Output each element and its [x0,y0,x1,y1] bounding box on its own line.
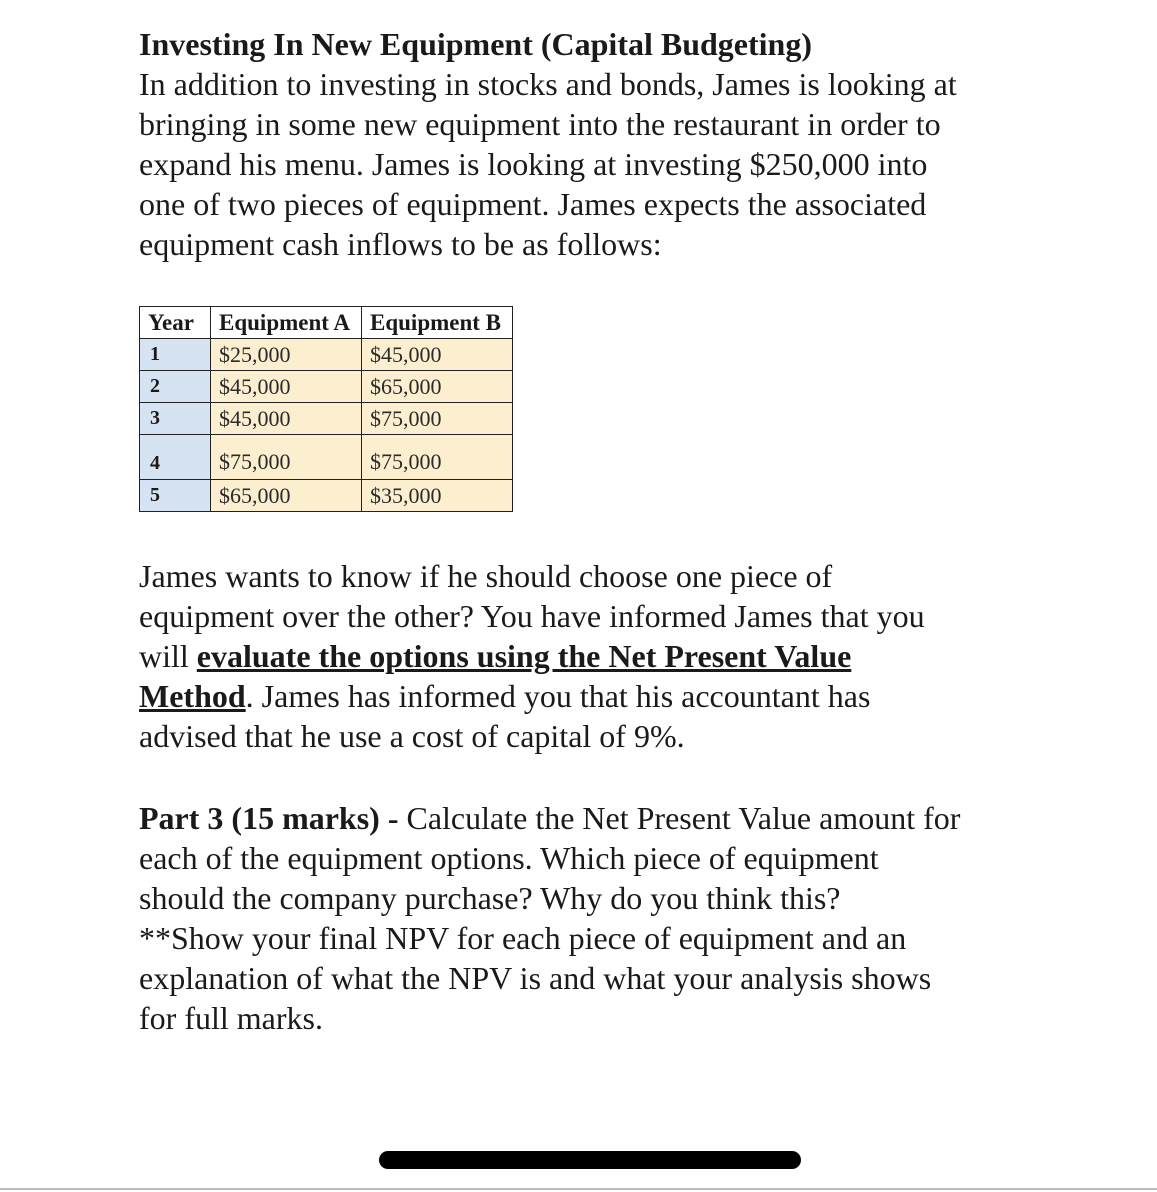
intro-section [139,24,1039,264]
equipment-b-cell: $75,000 [362,403,513,435]
part3-line-3: should the company purchase? Why do you think this? [139,880,841,916]
equipment-a-cell: $75,000 [211,435,362,480]
method-emphasis: evaluate the options using the Net Present Value [196,638,852,674]
intro-line-5: equipment cash inflows to be as follows: [139,226,662,262]
table-row [140,480,513,512]
equipment-b-cell: $35,000 [362,480,513,512]
method-line-4 [139,676,1039,716]
method-line-5: advised that he use a cost of capital of 9%. [139,718,685,754]
method-line-3-text: will [139,638,197,674]
intro-line-2: bringing in some new equipment into the restaurant in order to [139,106,941,142]
part3-section [139,798,1039,1038]
header-year: Year [140,307,211,339]
year-cell: 1 [140,339,211,371]
equipment-b-cell: $45,000 [362,339,513,371]
year-cell: 5 [140,480,211,512]
part3-line-1-text: Calculate the Net Present Value amount for [398,800,961,836]
method-emphasis-end: Method [139,678,246,714]
method-line-4-text: . James has informed you that his accountant has [245,678,871,714]
header-equipment-a: Equipment A [211,307,362,339]
equipment-a-cell: $65,000 [211,480,362,512]
part3-line-6: for full marks. [139,1000,323,1036]
year-cell: 3 [140,403,211,435]
method-line-2: equipment over the other? You have informed James that you [139,598,925,634]
equipment-b-cell: $75,000 [362,435,513,480]
cash-inflow-table [139,306,513,512]
home-indicator[interactable] [379,1151,801,1169]
part3-line-2: each of the equipment options. Which piece of equipment [139,840,879,876]
part3-label: Part 3 (15 marks) - [139,800,399,836]
method-section [139,556,1039,756]
equipment-a-cell: $45,000 [211,403,362,435]
intro-line-1: In addition to investing in stocks and bonds, James is looking at [139,66,957,102]
header-equipment-b: Equipment B [362,307,513,339]
year-cell: 4 [140,435,211,480]
year-cell: 2 [140,371,211,403]
equipment-a-cell: $25,000 [211,339,362,371]
equipment-a-cell: $45,000 [211,371,362,403]
intro-line-4: one of two pieces of equipment. James expects the associated [139,186,927,222]
table-header-row [140,307,513,339]
bottom-divider [0,1188,1157,1190]
part3-line-5: explanation of what the NPV is and what your analysis shows [139,960,932,996]
method-line-1: James wants to know if he should choose one piece of [139,558,833,594]
table-row [140,371,513,403]
cash-inflow-table-container [139,306,513,512]
method-line-3 [139,636,1039,676]
document-title: Investing In New Equipment (Capital Budgeting) [139,26,812,62]
table-row [140,403,513,435]
intro-line-3: expand his menu. James is looking at investing $250,000 into [139,146,928,182]
table-row [140,435,513,480]
table-row [140,339,513,371]
part3-line-4: **Show your final NPV for each piece of equipment and an [139,920,907,956]
part3-line-1 [139,798,1039,838]
equipment-b-cell: $65,000 [362,371,513,403]
